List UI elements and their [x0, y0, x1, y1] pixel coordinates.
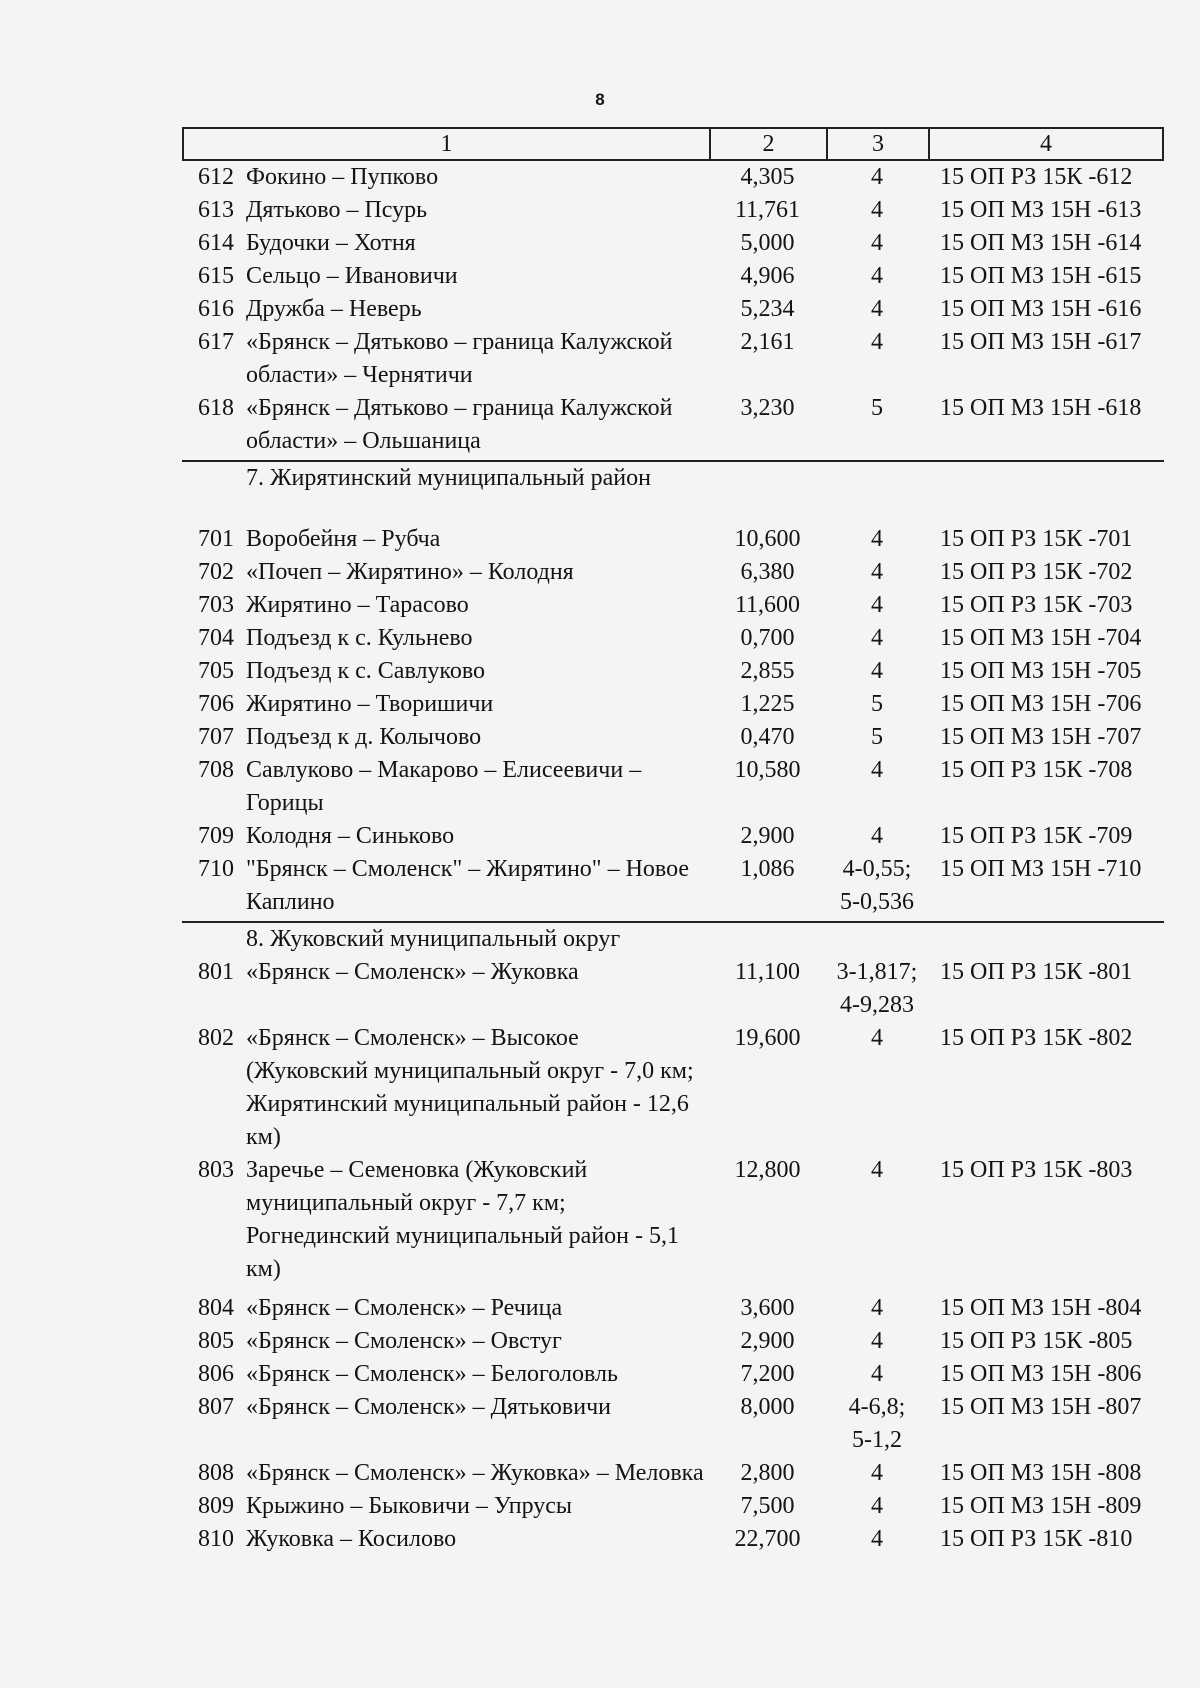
road-category: 4: [871, 197, 883, 223]
road-category: 5: [871, 691, 883, 717]
road-name: Подъезд к с. Савлуково: [246, 658, 486, 684]
section-spacer: [182, 495, 1164, 523]
road-length: 8,000: [740, 1394, 795, 1420]
road-category: 4: [871, 592, 883, 618]
row-number: 702: [198, 559, 234, 585]
road-length: 4,305: [740, 164, 795, 190]
road-category: 4: [871, 1526, 883, 1552]
row-number: 809: [198, 1493, 234, 1519]
row-number: 617: [198, 329, 234, 355]
road-code: 15 ОП МЗ 15Н -705: [940, 658, 1142, 684]
road-category: 4: [871, 658, 883, 684]
table-row: [182, 956, 1164, 1022]
row-number: 806: [198, 1361, 234, 1387]
road-category: 4: [871, 1025, 883, 1051]
road-code: 15 ОП МЗ 15Н -706: [940, 691, 1142, 717]
road-name: Дружба – Неверь: [246, 296, 422, 322]
road-name: «Брянск – Смоленск» – Жуковка: [246, 959, 579, 985]
row-number: 615: [198, 263, 234, 289]
road-category: 4: [871, 757, 883, 783]
table-row: [182, 523, 1164, 556]
road-length: 3,230: [740, 395, 795, 421]
page-number: 8: [595, 90, 605, 109]
road-category: 4: [871, 1295, 883, 1321]
table-row: [182, 754, 1164, 820]
road-length: 5,234: [740, 296, 795, 322]
road-length: 10,580: [734, 757, 801, 783]
road-category: 4: [871, 1157, 883, 1183]
row-number: 704: [198, 625, 234, 651]
road-code: 15 ОП РЗ 15К -810: [940, 1526, 1133, 1552]
table-row: [182, 1457, 1164, 1490]
table-row: [182, 1292, 1164, 1325]
table-row: [182, 622, 1164, 655]
road-code: 15 ОП РЗ 15К -803: [940, 1157, 1133, 1183]
road-code: 15 ОП МЗ 15Н -617: [940, 329, 1142, 355]
road-code: 15 ОП МЗ 15Н -808: [940, 1460, 1142, 1486]
road-category: 4: [871, 526, 883, 552]
row-number: 803: [198, 1157, 234, 1183]
road-name: «Брянск – Смоленск» – Жуковка» – Меловка: [246, 1460, 704, 1486]
road-code: 15 ОП РЗ 15К -709: [940, 823, 1133, 849]
row-number: 710: [198, 856, 234, 882]
road-name: "Брянск – Смоленск" – Жирятино" – Новое Каплино: [246, 856, 690, 915]
road-code: 15 ОП МЗ 15Н -806: [940, 1361, 1142, 1387]
road-code: 15 ОП МЗ 15Н -804: [940, 1295, 1142, 1321]
road-category: 4: [871, 559, 883, 585]
row-number: 707: [198, 724, 234, 750]
road-name: «Почеп – Жирятино» – Колодня: [246, 559, 574, 585]
road-name: «Брянск – Смоленск» – Дятьковичи: [246, 1394, 612, 1420]
road-category: 4-6,8; 5-1,2: [848, 1394, 906, 1453]
row-number: 802: [198, 1025, 234, 1051]
road-name: Заречье – Семеновка (Жуковский муниципальный округ - 7,7 км; Рогнединский муниципальный район - 5,1 км): [246, 1157, 680, 1282]
road-category: 4: [871, 625, 883, 651]
road-code: 15 ОП МЗ 15Н -615: [940, 263, 1142, 289]
road-category: 4: [871, 1328, 883, 1354]
road-code: 15 ОП РЗ 15К -802: [940, 1025, 1133, 1051]
row-number: 805: [198, 1328, 234, 1354]
road-code: 15 ОП МЗ 15Н -710: [940, 856, 1142, 882]
table-body: [182, 161, 1164, 1556]
table-row: [182, 392, 1164, 458]
road-category: 4: [871, 1493, 883, 1519]
road-length: 2,161: [740, 329, 795, 355]
road-length: 7,500: [740, 1493, 795, 1519]
road-length: 12,800: [734, 1157, 801, 1183]
header-col-2: 2: [711, 129, 828, 159]
road-code: 15 ОП МЗ 15Н -613: [940, 197, 1142, 223]
row-number: 616: [198, 296, 234, 322]
road-category: 5: [871, 395, 883, 421]
road-category: 4: [871, 1460, 883, 1486]
road-code: 15 ОП РЗ 15К -703: [940, 592, 1133, 618]
table-row: [182, 1391, 1164, 1457]
road-length: 11,100: [734, 959, 801, 985]
road-name: «Брянск – Дятьково – граница Калужской области» – Ольшаница: [246, 395, 673, 454]
road-name: «Брянск – Дятьково – граница Калужской области» – Чернятичи: [246, 329, 673, 388]
table-row: [182, 1490, 1164, 1523]
road-category: 4-0,55; 5-0,536: [840, 856, 914, 915]
road-code: 15 ОП МЗ 15Н -618: [940, 395, 1142, 421]
row-number: 701: [198, 526, 234, 552]
road-name: Фокино – Пупково: [246, 164, 439, 190]
road-category: 4: [871, 329, 883, 355]
table-row: [182, 655, 1164, 688]
header-col-1: 1: [184, 129, 711, 159]
table-row: [182, 227, 1164, 260]
road-name: «Брянск – Смоленск» – Высокое (Жуковский муниципальный округ - 7,0 км; Жирятинский муниципальный район - 12,6 км): [246, 1025, 694, 1150]
road-category: 4: [871, 164, 883, 190]
road-code: 15 ОП МЗ 15Н -707: [940, 724, 1142, 750]
table-row: [182, 1325, 1164, 1358]
road-name: Колодня – Синьково: [246, 823, 455, 849]
section-title: 8. Жуковский муниципальный округ: [246, 926, 621, 952]
road-name: Сельцо – Ивановичи: [246, 263, 458, 289]
road-category: 4: [871, 1361, 883, 1387]
road-category: 4: [871, 230, 883, 256]
road-category: 5: [871, 724, 883, 750]
road-length: 0,700: [740, 625, 795, 651]
road-length: 19,600: [734, 1025, 801, 1051]
header-col-4: 4: [1040, 131, 1052, 157]
header-col-3: 3: [828, 129, 930, 159]
row-number: 706: [198, 691, 234, 717]
table-row: [182, 1523, 1164, 1556]
row-number: 705: [198, 658, 234, 684]
road-category: 4: [871, 263, 883, 289]
table-row: [182, 688, 1164, 721]
table-header: [182, 127, 1164, 161]
road-code: 15 ОП МЗ 15Н -807: [940, 1394, 1142, 1420]
road-code: 15 ОП МЗ 15Н -616: [940, 296, 1142, 322]
road-length: 2,800: [740, 1460, 795, 1486]
row-number: 804: [198, 1295, 234, 1321]
road-name: Крыжино – Быковичи – Упрусы: [246, 1493, 573, 1519]
section-title: 7. Жирятинский муниципальный район: [246, 465, 651, 491]
road-code: 15 ОП МЗ 15Н -614: [940, 230, 1142, 256]
table-row: [182, 820, 1164, 853]
table-row: [182, 1154, 1164, 1286]
road-length: 7,200: [740, 1361, 795, 1387]
table-row: [182, 260, 1164, 293]
row-number: 612: [198, 164, 234, 190]
road-code: 15 ОП РЗ 15К -612: [940, 164, 1133, 190]
road-length: 1,086: [740, 856, 795, 882]
road-length: 3,600: [740, 1295, 795, 1321]
row-number: 708: [198, 757, 234, 783]
road-name: Воробейня – Рубча: [246, 526, 441, 552]
table-row: [182, 161, 1164, 194]
row-number: 614: [198, 230, 234, 256]
table-row: [182, 293, 1164, 326]
road-code: 15 ОП РЗ 15К -702: [940, 559, 1133, 585]
table-row: [182, 1358, 1164, 1391]
road-length: 11,600: [734, 592, 801, 618]
table-row: [182, 556, 1164, 589]
row-number: 808: [198, 1460, 234, 1486]
road-code: 15 ОП РЗ 15К -805: [940, 1328, 1133, 1354]
row-number: 703: [198, 592, 234, 618]
road-length: 5,000: [740, 230, 795, 256]
road-name: Жирятино – Тарасово: [246, 592, 469, 618]
road-name: «Брянск – Смоленск» – Белоголовль: [246, 1361, 618, 1387]
road-name: Жуковка – Косилово: [246, 1526, 457, 1552]
road-name: Савлуково – Макарово – Елисеевичи – Горицы: [246, 757, 642, 816]
row-number: 810: [198, 1526, 234, 1552]
road-name: Дятьково – Псурь: [246, 197, 428, 223]
road-name: «Брянск – Смоленск» – Овстуг: [246, 1328, 562, 1354]
road-code: 15 ОП РЗ 15К -708: [940, 757, 1133, 783]
road-name: Жирятино – Творишичи: [246, 691, 494, 717]
road-length: 11,761: [734, 197, 801, 223]
road-category: 4: [871, 823, 883, 849]
road-name: Подъезд к д. Колычово: [246, 724, 482, 750]
table-row: [182, 1022, 1164, 1154]
table-row: [182, 194, 1164, 227]
road-category: 4: [871, 296, 883, 322]
row-number: 801: [198, 959, 234, 985]
road-name: Подъезд к с. Кульнево: [246, 625, 473, 651]
road-code: 15 ОП МЗ 15Н -809: [940, 1493, 1142, 1519]
road-length: 10,600: [734, 526, 801, 552]
road-length: 0,470: [740, 724, 795, 750]
road-length: 1,225: [740, 691, 795, 717]
road-category: 3-1,817; 4-9,283: [836, 959, 918, 1018]
road-name: «Брянск – Смоленск» – Речица: [246, 1295, 563, 1321]
road-name: Будочки – Хотня: [246, 230, 416, 256]
table-row: [182, 721, 1164, 754]
row-number: 709: [198, 823, 234, 849]
road-code: 15 ОП МЗ 15Н -704: [940, 625, 1142, 651]
road-code: 15 ОП РЗ 15К -701: [940, 526, 1133, 552]
road-length: 22,700: [734, 1526, 801, 1552]
road-length: 2,900: [740, 1328, 795, 1354]
road-code: 15 ОП РЗ 15К -801: [940, 959, 1133, 985]
row-number: 807: [198, 1394, 234, 1420]
row-number: 613: [198, 197, 234, 223]
row-number: 618: [198, 395, 234, 421]
road-length: 2,900: [740, 823, 795, 849]
road-length: 4,906: [740, 263, 795, 289]
table-row: [182, 589, 1164, 622]
table-row: [182, 853, 1164, 919]
table-row: [182, 326, 1164, 392]
road-length: 2,855: [740, 658, 795, 684]
road-length: 6,380: [740, 559, 795, 585]
